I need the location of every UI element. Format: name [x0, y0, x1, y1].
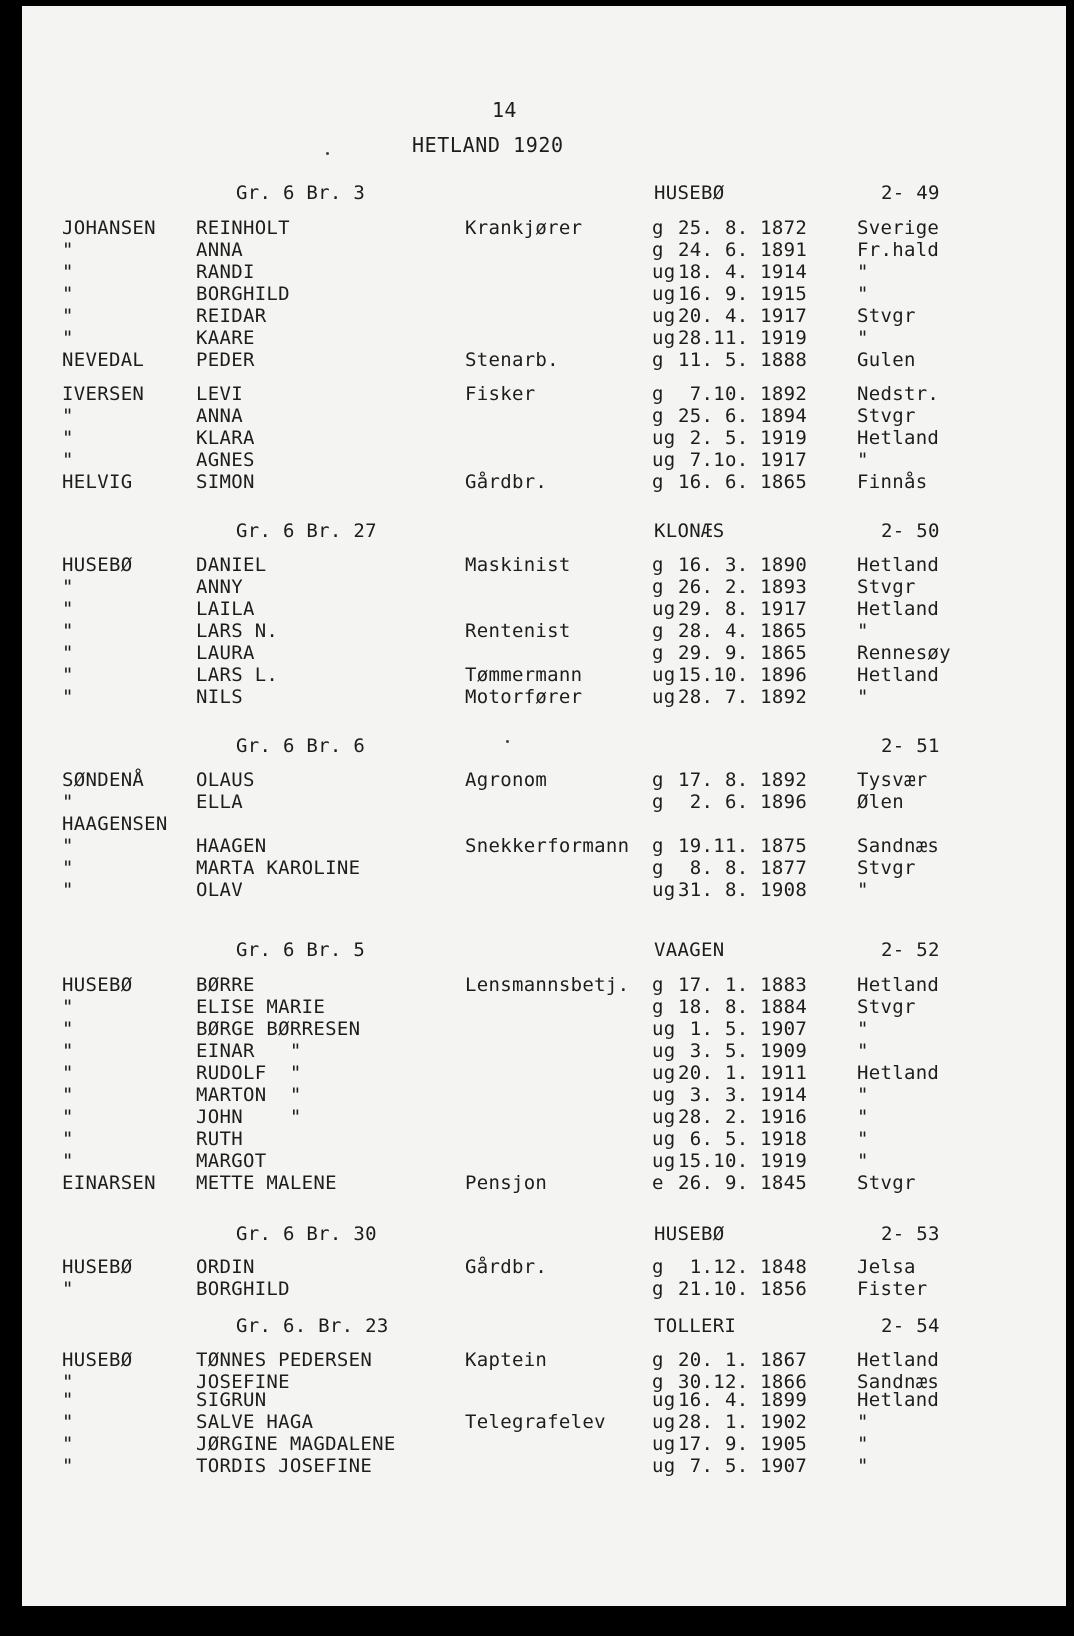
birth-date: 16. 3. 1890 — [678, 554, 808, 576]
birth-date: 1.12. 1848 — [678, 1256, 808, 1278]
person-row — [0, 792, 1074, 812]
group-reference: Gr. 6 Br. 3 — [236, 182, 366, 204]
person-row — [0, 599, 1074, 619]
marital-status: ug — [652, 305, 676, 327]
given-name: BØRRE — [196, 974, 255, 996]
person-row — [0, 643, 1074, 663]
person-row — [0, 814, 1074, 834]
birthplace: Sverige — [857, 217, 940, 239]
surname: " — [62, 449, 74, 471]
person-row — [0, 450, 1074, 470]
birth-date: 20. 1. 1867 — [678, 1349, 808, 1371]
given-name: TØNNES PEDERSEN — [196, 1349, 373, 1371]
person-row — [0, 350, 1074, 370]
section-header — [0, 521, 1074, 541]
birthplace: Hetland — [857, 427, 940, 449]
birth-date: 11. 5. 1888 — [678, 349, 808, 371]
given-name: LARS L. — [196, 664, 279, 686]
marital-status: g — [652, 217, 664, 239]
birth-date: 7.10. 1892 — [678, 383, 808, 405]
person-row — [0, 997, 1074, 1017]
marital-status: g — [652, 383, 664, 405]
given-name: METTE MALENE — [196, 1172, 337, 1194]
birthplace: Hetland — [857, 1389, 940, 1411]
person-row — [0, 1151, 1074, 1171]
group-reference: Gr. 6 Br. 5 — [236, 939, 366, 961]
given-name: OLAV — [196, 879, 243, 901]
person-row — [0, 240, 1074, 260]
surname: " — [62, 1062, 74, 1084]
surname: " — [62, 1389, 74, 1411]
birthplace: Ølen — [857, 791, 904, 813]
surname: " — [62, 620, 74, 642]
given-name: PEDER — [196, 349, 255, 371]
occupation: Stenarb. — [465, 349, 559, 371]
surname: " — [62, 835, 74, 857]
person-row — [0, 858, 1074, 878]
birth-date: 7.1o. 1917 — [678, 449, 808, 471]
person-row — [0, 577, 1074, 597]
group-reference: Gr. 6 Br. 27 — [236, 520, 377, 542]
surname: " — [62, 686, 74, 708]
birthplace: Hetland — [857, 598, 940, 620]
given-name: RUTH — [196, 1128, 243, 1150]
person-row — [0, 1041, 1074, 1061]
marital-status: g — [652, 349, 664, 371]
household-number: 2- 51 — [881, 735, 940, 757]
surname: " — [62, 1018, 74, 1040]
person-row — [0, 975, 1074, 995]
birthplace: " — [857, 879, 869, 901]
given-name: RANDI — [196, 261, 255, 283]
farm-name: HUSEBØ — [654, 182, 725, 204]
person-row — [0, 1456, 1074, 1476]
birthplace: Stvgr — [857, 405, 916, 427]
birthplace: Nedstr. — [857, 383, 940, 405]
occupation: Kaptein — [465, 1349, 548, 1371]
given-name: MARGOT — [196, 1150, 267, 1172]
given-name: LAURA — [196, 642, 255, 664]
surname: " — [62, 1150, 74, 1172]
person-row — [0, 1107, 1074, 1127]
farm-name: VAAGEN — [654, 939, 725, 961]
person-row — [0, 218, 1074, 238]
birth-date: 1. 5. 1907 — [678, 1018, 808, 1040]
person-row — [0, 1085, 1074, 1105]
surname: JOHANSEN — [62, 217, 156, 239]
occupation: Lensmannsbetj. — [465, 974, 630, 996]
occupation: Rentenist — [465, 620, 571, 642]
person-row — [0, 262, 1074, 282]
household-number: 2- 49 — [881, 182, 940, 204]
surname: " — [62, 1084, 74, 1106]
marital-status: g — [652, 974, 664, 996]
birthplace: Hetland — [857, 554, 940, 576]
surname: " — [62, 427, 74, 449]
person-row — [0, 836, 1074, 856]
birthplace: Sandnæs — [857, 835, 940, 857]
birthplace: Hetland — [857, 974, 940, 996]
page-number-line — [0, 100, 1074, 120]
person-row — [0, 384, 1074, 404]
given-name: BORGHILD — [196, 283, 290, 305]
surname: " — [62, 1128, 74, 1150]
occupation: Pensjon — [465, 1172, 548, 1194]
given-name: SIGRUN — [196, 1389, 267, 1411]
birthplace: " — [857, 283, 869, 305]
surname: " — [62, 1455, 74, 1477]
marital-status: ug — [652, 1433, 676, 1455]
given-name: OLAUS — [196, 769, 255, 791]
surname: HUSEBØ — [62, 554, 133, 576]
surname: " — [62, 1371, 74, 1393]
given-name: MARTA KAROLINE — [196, 857, 361, 879]
occupation: Krankjører — [465, 217, 583, 239]
birth-date: 28.11. 1919 — [678, 327, 808, 349]
given-name: ANNA — [196, 239, 243, 261]
birth-date: 15.10. 1919 — [678, 1150, 808, 1172]
marital-status: ug — [652, 598, 676, 620]
marital-status: ug — [652, 1040, 676, 1062]
surname: " — [62, 239, 74, 261]
given-name: RUDOLF " — [196, 1062, 302, 1084]
birth-date: 28. 7. 1892 — [678, 686, 808, 708]
surname: " — [62, 996, 74, 1018]
birthplace: " — [857, 261, 869, 283]
marital-status: g — [652, 554, 664, 576]
person-row — [0, 328, 1074, 348]
birth-date: 18. 4. 1914 — [678, 261, 808, 283]
group-reference: Gr. 6. Br. 23 — [236, 1315, 389, 1337]
surname: " — [62, 1411, 74, 1433]
person-row — [0, 472, 1074, 492]
occupation: Snekkerformann — [465, 835, 630, 857]
birthplace: Stvgr — [857, 857, 916, 879]
given-name: AGNES — [196, 449, 255, 471]
birth-date: 29. 9. 1865 — [678, 642, 808, 664]
marital-status: ug — [652, 1389, 676, 1411]
surname: " — [62, 1106, 74, 1128]
given-name: NILS — [196, 686, 243, 708]
marital-status: g — [652, 642, 664, 664]
surname: " — [62, 1433, 74, 1455]
section-header — [0, 736, 1074, 756]
birth-date: 25. 8. 1872 — [678, 217, 808, 239]
occupation: Motorfører — [465, 686, 583, 708]
birth-date: 20. 4. 1917 — [678, 305, 808, 327]
birth-date: 2. 6. 1896 — [678, 791, 808, 813]
marital-status: ug — [652, 427, 676, 449]
marital-status: g — [652, 239, 664, 261]
birth-date: 2. 5. 1919 — [678, 427, 808, 449]
surname: EINARSEN — [62, 1172, 156, 1194]
given-name: JØRGINE MAGDALENE — [196, 1433, 396, 1455]
household-number: 2- 50 — [881, 520, 940, 542]
given-name: HAAGEN — [196, 835, 267, 857]
birthplace: Fr.hald — [857, 239, 940, 261]
marital-status: ug — [652, 283, 676, 305]
household-number: 2- 52 — [881, 939, 940, 961]
birthplace: Fister — [857, 1278, 928, 1300]
marital-status: g — [652, 835, 664, 857]
marital-status: ug — [652, 1455, 676, 1477]
birthplace: Gulen — [857, 349, 916, 371]
marital-status: g — [652, 620, 664, 642]
surname: " — [62, 1040, 74, 1062]
birth-date: 16. 4. 1899 — [678, 1389, 808, 1411]
birth-date: 19.11. 1875 — [678, 835, 808, 857]
surname: " — [62, 879, 74, 901]
occupation: Maskinist — [465, 554, 571, 576]
given-name: KAARE — [196, 327, 255, 349]
marital-status: ug — [652, 1084, 676, 1106]
birth-date: 31. 8. 1908 — [678, 879, 808, 901]
birth-date: 29. 8. 1917 — [678, 598, 808, 620]
birthplace: " — [857, 1455, 869, 1477]
section-header — [0, 1316, 1074, 1336]
surname: " — [62, 791, 74, 813]
marital-status: ug — [652, 664, 676, 686]
given-name: ELLA — [196, 791, 243, 813]
marital-status: ug — [652, 1018, 676, 1040]
birthplace: " — [857, 1106, 869, 1128]
given-name: LARS N. — [196, 620, 279, 642]
occupation: Tømmermann — [465, 664, 583, 686]
person-row — [0, 687, 1074, 707]
person-row — [0, 1173, 1074, 1193]
birthplace: Jelsa — [857, 1256, 916, 1278]
page-title: HETLAND 1920 — [412, 133, 564, 157]
birthplace: " — [857, 1411, 869, 1433]
birthplace: Stvgr — [857, 305, 916, 327]
birth-date: 26. 2. 1893 — [678, 576, 808, 598]
occupation: Gårdbr. — [465, 1256, 548, 1278]
birthplace: Stvgr — [857, 1172, 916, 1194]
person-row — [0, 1434, 1074, 1454]
surname: IVERSEN — [62, 383, 145, 405]
given-name: DANIEL — [196, 554, 267, 576]
marital-status: ug — [652, 1062, 676, 1084]
surname: " — [62, 405, 74, 427]
farm-name: KLONÆS — [654, 520, 725, 542]
birth-date: 28. 1. 1902 — [678, 1411, 808, 1433]
birth-date: 26. 9. 1845 — [678, 1172, 808, 1194]
paper-speck — [506, 740, 509, 743]
birthplace: Rennesøy — [857, 642, 951, 664]
group-reference: Gr. 6 Br. 30 — [236, 1223, 377, 1245]
surname: " — [62, 857, 74, 879]
household-number: 2- 54 — [881, 1315, 940, 1337]
birthplace: " — [857, 449, 869, 471]
surname: " — [62, 305, 74, 327]
surname: " — [62, 1278, 74, 1300]
birthplace: Tysvær — [857, 769, 928, 791]
given-name: EINAR " — [196, 1040, 302, 1062]
birthplace: Finnås — [857, 471, 928, 493]
given-name: REIDAR — [196, 305, 267, 327]
birth-date: 15.10. 1896 — [678, 664, 808, 686]
birth-date: 24. 6. 1891 — [678, 239, 808, 261]
birthplace: Hetland — [857, 664, 940, 686]
birthplace: " — [857, 686, 869, 708]
marital-status: g — [652, 996, 664, 1018]
given-name: JOSEFINE — [196, 1371, 290, 1393]
person-row — [0, 284, 1074, 304]
birthplace: Stvgr — [857, 996, 916, 1018]
birth-date: 16. 6. 1865 — [678, 471, 808, 493]
surname: " — [62, 327, 74, 349]
surname: NEVEDAL — [62, 349, 145, 371]
person-row — [0, 1390, 1074, 1410]
marital-status: g — [652, 1349, 664, 1371]
person-row — [0, 1063, 1074, 1083]
surname: " — [62, 283, 74, 305]
person-row — [0, 770, 1074, 790]
marital-status: g — [652, 1371, 664, 1393]
person-row — [0, 621, 1074, 641]
surname: SØNDENÅ — [62, 769, 145, 791]
farm-name: HUSEBØ — [654, 1223, 725, 1245]
birthplace: Stvgr — [857, 576, 916, 598]
birth-date: 20. 1. 1911 — [678, 1062, 808, 1084]
birth-date: 17. 1. 1883 — [678, 974, 808, 996]
marital-status: ug — [652, 261, 676, 283]
given-name: MARTON " — [196, 1084, 302, 1106]
group-reference: Gr. 6 Br. 6 — [236, 735, 366, 757]
title-line — [0, 135, 1074, 155]
occupation: Gårdbr. — [465, 471, 548, 493]
marital-status: ug — [652, 1150, 676, 1172]
marital-status: g — [652, 471, 664, 493]
marital-status: ug — [652, 327, 676, 349]
given-name: SALVE HAGA — [196, 1411, 314, 1433]
occupation: Fisker — [465, 383, 536, 405]
marital-status: ug — [652, 1411, 676, 1433]
birthplace: Hetland — [857, 1349, 940, 1371]
birth-date: 28. 2. 1916 — [678, 1106, 808, 1128]
birth-date: 3. 3. 1914 — [678, 1084, 808, 1106]
marital-status: ug — [652, 879, 676, 901]
given-name: ORDIN — [196, 1256, 255, 1278]
marital-status: ug — [652, 449, 676, 471]
surname: HAAGENSEN — [62, 813, 168, 835]
section-header — [0, 940, 1074, 960]
section-header — [0, 183, 1074, 203]
birth-date: 28. 4. 1865 — [678, 620, 808, 642]
person-row — [0, 406, 1074, 426]
marital-status: g — [652, 791, 664, 813]
birthplace: Sandnæs — [857, 1371, 940, 1393]
birthplace: " — [857, 1128, 869, 1150]
given-name: ANNY — [196, 576, 243, 598]
marital-status: g — [652, 405, 664, 427]
given-name: LEVI — [196, 383, 243, 405]
birth-date: 7. 5. 1907 — [678, 1455, 808, 1477]
birth-date: 25. 6. 1894 — [678, 405, 808, 427]
surname: HUSEBØ — [62, 1256, 133, 1278]
marital-status: ug — [652, 1128, 676, 1150]
birth-date: 6. 5. 1918 — [678, 1128, 808, 1150]
section-header — [0, 1224, 1074, 1244]
surname: " — [62, 598, 74, 620]
surname: HUSEBØ — [62, 1349, 133, 1371]
birthplace: " — [857, 1018, 869, 1040]
person-row — [0, 880, 1074, 900]
marital-status: g — [652, 769, 664, 791]
person-row — [0, 1129, 1074, 1149]
surname: " — [62, 261, 74, 283]
birth-date: 8. 8. 1877 — [678, 857, 808, 879]
birth-date: 30.12. 1866 — [678, 1371, 808, 1393]
person-row — [0, 1019, 1074, 1039]
person-row — [0, 1350, 1074, 1370]
person-row — [0, 306, 1074, 326]
birth-date: 17. 8. 1892 — [678, 769, 808, 791]
marital-status: g — [652, 1256, 664, 1278]
surname: " — [62, 576, 74, 598]
household-number: 2- 53 — [881, 1223, 940, 1245]
marital-status: ug — [652, 686, 676, 708]
person-row — [0, 1412, 1074, 1432]
farm-name: TOLLERI — [654, 1315, 737, 1337]
birthplace: " — [857, 327, 869, 349]
given-name: LAILA — [196, 598, 255, 620]
birthplace: " — [857, 1150, 869, 1172]
given-name: ELISE MARIE — [196, 996, 326, 1018]
birth-date: 3. 5. 1909 — [678, 1040, 808, 1062]
surname: " — [62, 642, 74, 664]
occupation: Agronom — [465, 769, 548, 791]
given-name: JOHN " — [196, 1106, 302, 1128]
surname: HUSEBØ — [62, 974, 133, 996]
birthplace: Hetland — [857, 1062, 940, 1084]
birthplace: " — [857, 1433, 869, 1455]
birthplace: " — [857, 620, 869, 642]
occupation: Telegrafelev — [465, 1411, 606, 1433]
marital-status: g — [652, 576, 664, 598]
person-row — [0, 555, 1074, 575]
birth-date: 17. 9. 1905 — [678, 1433, 808, 1455]
marital-status: e — [652, 1172, 664, 1194]
birthplace: " — [857, 1040, 869, 1062]
given-name: BØRGE BØRRESEN — [196, 1018, 361, 1040]
birthplace: " — [857, 1084, 869, 1106]
person-row — [0, 428, 1074, 448]
surname: " — [62, 664, 74, 686]
birth-date: 16. 9. 1915 — [678, 283, 808, 305]
marital-status: g — [652, 1278, 664, 1300]
page-number: 14 — [492, 98, 517, 122]
person-row — [0, 1257, 1074, 1277]
given-name: TORDIS JOSEFINE — [196, 1455, 373, 1477]
surname: HELVIG — [62, 471, 133, 493]
marital-status: ug — [652, 1106, 676, 1128]
person-row — [0, 1279, 1074, 1299]
person-row — [0, 665, 1074, 685]
given-name: SIMON — [196, 471, 255, 493]
birth-date: 18. 8. 1884 — [678, 996, 808, 1018]
given-name: BORGHILD — [196, 1278, 290, 1300]
given-name: ANNA — [196, 405, 243, 427]
birth-date: 21.10. 1856 — [678, 1278, 808, 1300]
paper-speck — [326, 152, 329, 155]
marital-status: g — [652, 857, 664, 879]
given-name: REINHOLT — [196, 217, 290, 239]
given-name: KLARA — [196, 427, 255, 449]
